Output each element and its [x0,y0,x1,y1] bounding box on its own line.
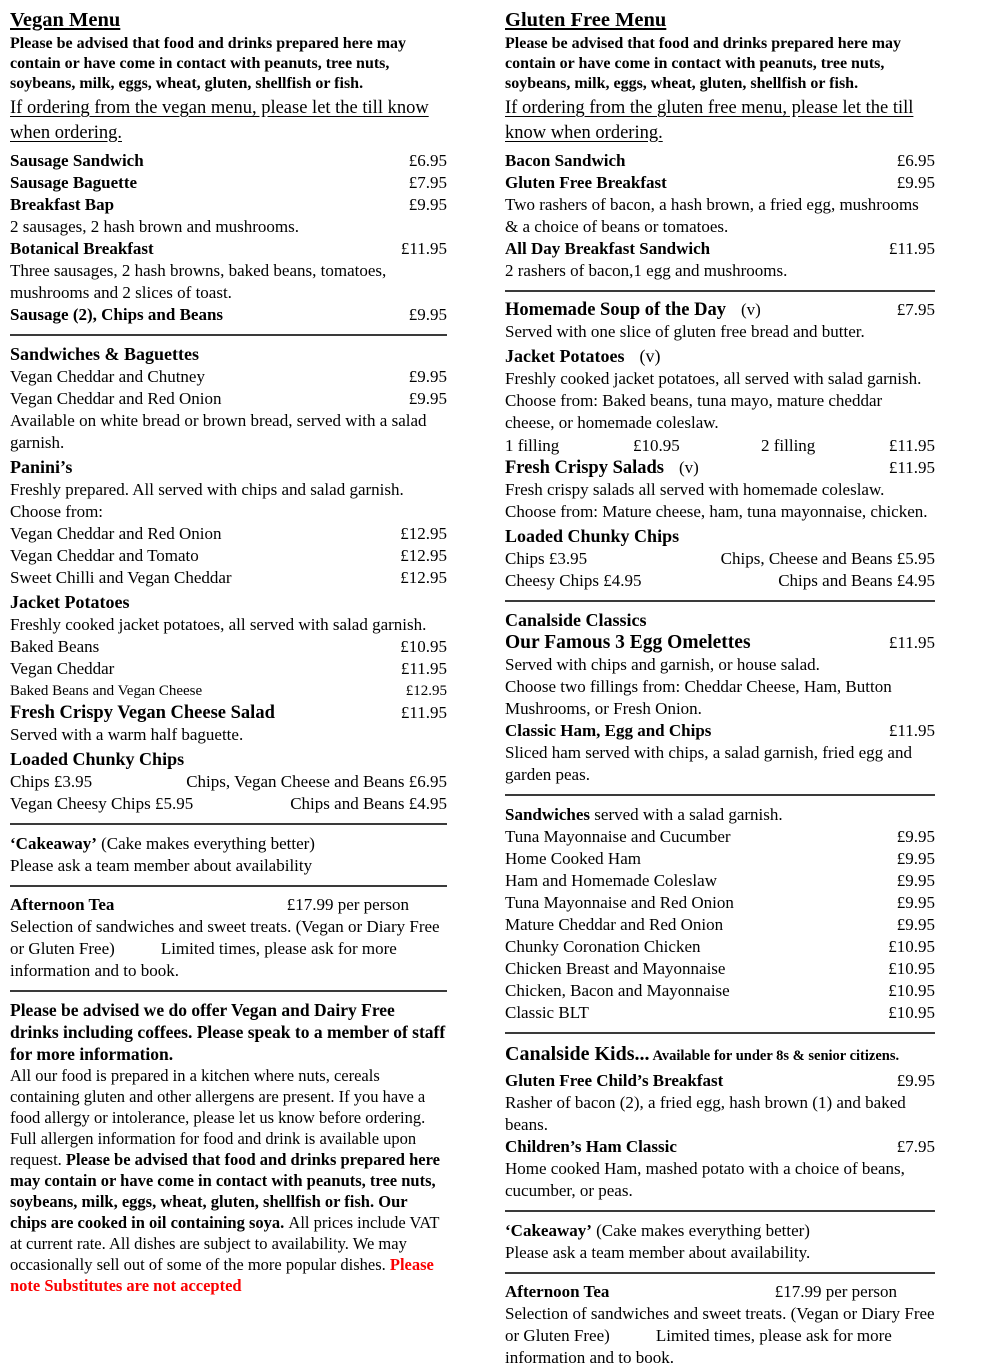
item-price: £9.95 [408,367,447,386]
footer-bold-text: Please be advised that food and drinks prepared here may contain or have come in contact with peanuts, tree nuts, soybeans, milk, eggs, wheat, gluten, shellfish or fish. Our chips are cooked in oil containing soya. [10,1150,440,1232]
divider [505,290,935,292]
cakeaway-name: ‘Cakeaway’ [10,834,97,853]
item-price: £9.95 [896,915,935,934]
divider [505,1272,935,1274]
menu-item [505,914,935,936]
menu-item [505,848,935,870]
item-name: Sausage Baguette [10,173,138,192]
afternoon-tea-description [505,1303,935,1369]
item-price: £9.95 [896,1071,935,1090]
item-name: Our Famous 3 Egg Omelettes [505,632,751,653]
item-name: Bacon Sandwich [505,151,626,170]
item-name: Fresh Crispy Salads [505,458,664,478]
section-heading-jacket-potatoes [505,345,935,368]
item-price: £11.95 [400,239,447,258]
item-name: Tuna Mayonnaise and Cucumber [505,827,731,846]
menu-item [10,702,447,724]
item-name: Sweet Chilli and Vegan Cheddar [10,568,232,587]
section-heading-loaded-chips: Loaded Chunky Chips [10,749,185,769]
cakeaway-name: ‘Cakeaway’ [505,1221,592,1240]
section-title: Sandwiches [505,805,591,824]
menu-item [505,238,935,260]
item-price: £6.95 [408,151,447,170]
item-name: Fresh Crispy Vegan Cheese Salad [10,703,275,723]
item-name: Mature Cheddar and Red Onion [505,915,724,934]
item-price: £7.95 [408,173,447,192]
section-heading-canalside-classics: Canalside Classics [505,610,647,630]
vegan-drinks-notice: Please be advised we do offer Vegan and Dairy Free drinks including coffees. Please speak to a member of staff for more information. [10,1000,446,1064]
item-price: £11.95 [888,239,935,258]
menu-item [10,172,447,194]
cakeaway-heading [10,832,447,855]
item-price: £12.95 [400,568,447,587]
kids-title: Canalside Kids... [505,1043,650,1065]
item-price: £10.95 [400,637,447,656]
canalside-kids-heading [505,1041,935,1070]
chips-price-row [10,771,447,793]
kids-subtitle: Available for under 8s & senior citizens. [652,1048,900,1064]
allergen-footer [10,1065,447,1296]
item-name: Baked Beans and Vegan Cheese [10,683,203,699]
item-price: £6.95 [896,151,935,170]
item-price: £10.95 [888,981,935,1000]
substitutes-note: Please note Substitutes are not accepted [10,1255,434,1295]
filling-price: £11.95 [888,436,935,455]
item-name: Gluten Free Child’s Breakfast [505,1071,724,1090]
afternoon-tea-text: Selection of sandwiches and sweet treats. (Vegan or Diary Free or Gluten Free) [10,917,440,958]
item-price: £7.95 [896,1137,935,1156]
menu-item [505,1136,935,1158]
section-note: Freshly cooked jacket potatoes, all served with salad garnish. [10,615,427,634]
section-heading-paninis: Panini’s [10,457,73,477]
divider [505,1210,935,1212]
menu-item [505,720,935,742]
cakeaway-note: Please ask a team member about availability. [505,1243,811,1262]
item-price: £9.95 [896,827,935,846]
item-name: Sausage Sandwich [10,151,144,170]
item-name: Vegan Cheddar and Chutney [10,367,205,386]
item-price: £12.95 [400,524,447,543]
gluten-free-ordering-notice: If ordering from the gluten free menu, please let the till know when ordering. [505,98,914,143]
menu-item [10,680,447,702]
menu-item [10,658,447,680]
item-price: £9.95 [408,389,447,408]
item-price: £10.95 [888,959,935,978]
item-description: Served with one slice of gluten free bread and butter. [505,322,865,341]
vegan-menu-column [10,7,447,1369]
chips-option: Chips £3.95 [505,549,588,568]
cakeaway-tagline: (Cake makes everything better) [596,1221,810,1240]
vegan-allergen-notice: Please be advised that food and drinks prepared here may contain or have come in contact with peanuts, tree nuts, soybeans, milk, eggs, wheat, gluten, shellfish or fish. [10,35,407,92]
menu-item [505,632,935,654]
item-name: Classic Ham, Egg and Chips [505,721,712,740]
section-note: Available on white bread or brown bread, served with a salad garnish. [10,411,427,452]
item-price: £11.95 [888,633,935,652]
item-price: £9.95 [896,893,935,912]
item-description: Fresh crispy salads all served with homemade coleslaw. Choose from: Mature cheese, ham, tuna mayonnaise, chicken. [505,480,928,521]
menu-item [505,299,935,321]
afternoon-tea-description [10,916,447,982]
sandwiches-heading [505,803,935,826]
divider [10,334,447,336]
item-price: £11.95 [400,659,447,678]
menu-item [10,366,447,388]
menu-item [505,1281,935,1303]
chips-option: Chips and Beans £4.95 [778,571,935,590]
item-price: £11.95 [888,721,935,740]
chips-option: Chips, Cheese and Beans £5.95 [720,549,935,568]
menu-item [505,457,935,479]
divider [505,1032,935,1034]
item-price: £9.95 [896,849,935,868]
item-description: Served with chips and garnish, or house salad. [505,655,820,674]
item-name: Chicken, Bacon and Mayonnaise [505,981,730,1000]
menu-item [10,523,447,545]
item-name: Vegan Cheddar and Tomato [10,546,199,565]
menu-item [10,388,447,410]
menu-item [505,826,935,848]
chips-option: Chips £3.95 [10,772,93,791]
divider [505,794,935,796]
vegetarian-marker: (v) [740,300,761,319]
section-note: Freshly cooked jacket potatoes, all served with salad garnish. Choose from: Baked beans, tuna mayo, mature cheddar cheese, or homemade coleslaw. [505,369,922,432]
cakeaway-note: Please ask a team member about availability [10,856,313,875]
item-name: Gluten Free Breakfast [505,173,667,192]
item-price: £9.95 [408,305,447,324]
section-note: served with a salad garnish. [590,805,783,824]
menu-item [10,238,447,260]
divider [10,823,447,825]
chips-option: Chips and Beans £4.95 [290,794,447,813]
menu-item [505,172,935,194]
item-name: Sausage (2), Chips and Beans [10,305,224,324]
filling-price: £10.95 [633,436,680,455]
item-name: Tuna Mayonnaise and Red Onion [505,893,734,912]
chips-price-row [10,793,447,815]
item-price: £12.95 [400,546,447,565]
item-price: £10.95 [888,937,935,956]
item-price: £9.95 [896,871,935,890]
item-price: £9.95 [896,173,935,192]
menu-item [10,894,447,916]
section-title: Jacket Potatoes [505,346,625,366]
item-price: £17.99 per person [774,1282,897,1301]
item-description: 2 sausages, 2 hash brown and mushrooms. [10,217,299,236]
afternoon-tea-text: Limited times, please ask for more information and to book. [505,1326,892,1367]
vegan-ordering-notice: If ordering from the vegan menu, please let the till know when ordering. [10,98,429,143]
item-name: Children’s Ham Classic [505,1137,677,1156]
gluten-free-menu-column [505,7,935,1369]
divider [10,885,447,887]
menu-item [505,892,935,914]
item-price: £10.95 [888,1003,935,1022]
item-price: £17.99 per person [286,895,409,914]
item-name: Ham and Homemade Coleslaw [505,871,717,890]
cakeaway-tagline: (Cake makes everything better) [101,834,315,853]
section-heading-sandwiches: Sandwiches & Baguettes [10,344,200,364]
item-description: Choose two fillings from: Cheddar Cheese, Ham, Button Mushrooms, or Fresh Onion. [505,677,892,718]
item-price: £11.95 [400,703,447,722]
footer-text: All our food is prepared in a kitchen where nuts, cereals containing gluten and other allergens are present. If you have a food allergy or intolerance, please let us know before ordering. Full allergen information for food and drink is available upon request. [10,1066,426,1169]
menu-item [10,194,447,216]
footer-text: All prices include VAT at current rate. All dishes are subject to availability. We may occasionally sell out of some of the more popular dishes. [10,1213,440,1274]
menu-item [505,1070,935,1092]
cakeaway-heading [505,1219,935,1242]
menu-item [10,150,447,172]
item-name: Botanical Breakfast [10,239,154,258]
menu-item [505,150,935,172]
vegetarian-marker: (v) [639,346,661,366]
item-description: Sliced ham served with chips, a salad garnish, fried egg and garden peas. [505,743,912,784]
menu-item [505,870,935,892]
item-name: Classic BLT [505,1003,589,1022]
item-name: Baked Beans [10,637,100,656]
chips-option: Cheesy Chips £4.95 [505,571,642,590]
item-name: Vegan Cheddar [10,659,115,678]
vegetarian-marker: (v) [679,458,699,477]
gluten-free-menu-title: Gluten Free Menu [505,9,667,31]
item-price: £7.95 [896,300,935,319]
menu-item [10,567,447,589]
chips-price-row [505,548,935,570]
vegan-menu-title: Vegan Menu [10,9,121,31]
divider [505,600,935,602]
item-name: Home Cooked Ham [505,849,641,868]
chips-option: Chips, Vegan Cheese and Beans £6.95 [186,772,447,791]
item-name: Chunky Coronation Chicken [505,937,701,956]
menu-item [10,304,447,326]
item-name: Vegan Cheddar and Red Onion [10,389,222,408]
item-description: Home cooked Ham, mashed potato with a choice of beans, cucumber, or peas. [505,1159,905,1200]
filling-option: 1 filling [505,436,560,455]
section-note: Freshly prepared. All served with chips and salad garnish. Choose from: [10,480,404,521]
menu-item [505,936,935,958]
item-description: Served with a warm half baguette. [10,725,244,744]
item-name: Afternoon Tea [10,895,115,914]
jacket-fillings-prices [505,434,935,457]
menu-item [10,636,447,658]
menu-item [505,1002,935,1024]
menu-item [505,958,935,980]
item-price: £12.95 [405,683,447,699]
section-heading-loaded-chips: Loaded Chunky Chips [505,526,680,546]
item-description: Rasher of bacon (2), a fried egg, hash brown (1) and baked beans. [505,1093,906,1134]
item-name: Homemade Soup of the Day [505,300,726,320]
item-price: £11.95 [888,458,935,477]
item-name: All Day Breakfast Sandwich [505,239,711,258]
afternoon-tea-text: Limited times, please ask for more information and to book. [10,939,397,980]
item-description: 2 rashers of bacon,1 egg and mushrooms. [505,261,788,280]
filling-option: 2 filling [761,436,816,455]
gluten-free-allergen-notice: Please be advised that food and drinks prepared here may contain or have come in contact with peanuts, tree nuts, soybeans, milk, eggs, wheat, gluten, shellfish or fish. [505,35,902,92]
item-name: Afternoon Tea [505,1282,610,1301]
item-name: Breakfast Bap [10,195,115,214]
afternoon-tea-text: Selection of sandwiches and sweet treats. (Vegan or Diary Free or Gluten Free) [505,1304,935,1345]
item-name: Vegan Cheddar and Red Onion [10,524,222,543]
menu-item [10,545,447,567]
chips-option: Vegan Cheesy Chips £5.95 [10,794,194,813]
section-heading-jacket-potatoes: Jacket Potatoes [10,592,130,612]
item-name: Chicken Breast and Mayonnaise [505,959,726,978]
divider [10,990,447,992]
menu-item [505,980,935,1002]
chips-price-row [505,570,935,592]
item-description: Two rashers of bacon, a hash brown, a fried egg, mushrooms & a choice of beans or tomatoes. [505,195,919,236]
item-description: Three sausages, 2 hash browns, baked beans, tomatoes, mushrooms and 2 slices of toast. [10,261,387,302]
item-price: £9.95 [408,195,447,214]
